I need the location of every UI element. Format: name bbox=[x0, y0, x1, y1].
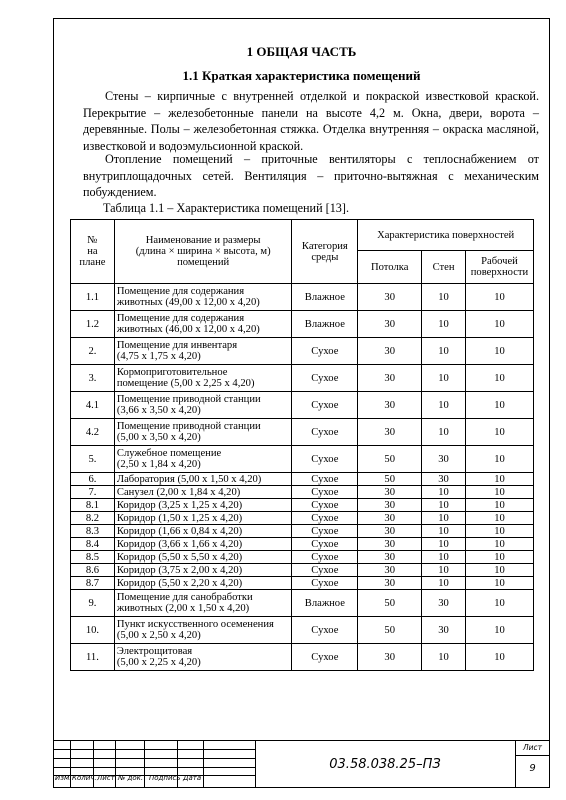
cell-num: 7. bbox=[71, 486, 115, 499]
cell-walls: 10 bbox=[422, 392, 466, 419]
cell-num: 4.2 bbox=[71, 419, 115, 446]
cell-name: Помещение для содержания животных (49,00 х 12,00 х 4,20) bbox=[114, 284, 292, 311]
cell-walls: 10 bbox=[422, 486, 466, 499]
cell-num: 2. bbox=[71, 338, 115, 365]
cell-name: Служебное помещение (2,50 х 1,84 х 4,20) bbox=[114, 446, 292, 473]
cell-name: Помещение приводной станции (3,66 х 3,50 х 4,20) bbox=[114, 392, 292, 419]
table-row bbox=[71, 365, 534, 392]
cell-walls: 30 bbox=[422, 617, 466, 644]
cell-ceiling: 30 bbox=[358, 644, 422, 671]
cell-ceiling: 50 bbox=[358, 446, 422, 473]
table-row bbox=[71, 512, 534, 525]
cell-ceiling: 50 bbox=[358, 590, 422, 617]
cell-work-surface: 10 bbox=[465, 338, 533, 365]
cell-category: Сухое bbox=[292, 446, 358, 473]
cell-num: 5. bbox=[71, 446, 115, 473]
table-row bbox=[71, 617, 534, 644]
cell-name: Кормоприготовительное помещение (5,00 х 2,25 х 4,20) bbox=[114, 365, 292, 392]
header-category: Категория среды bbox=[292, 220, 358, 284]
cell-ceiling: 30 bbox=[358, 551, 422, 564]
cell-walls: 10 bbox=[422, 564, 466, 577]
header-name: Наименование и размеры (длина × ширина × высота, м) помещений bbox=[114, 220, 292, 284]
cell-num: 1.1 bbox=[71, 284, 115, 311]
cell-num: 3. bbox=[71, 365, 115, 392]
cell-name: Коридор (1,66 х 0,84 х 4,20) bbox=[114, 525, 292, 538]
cell-ceiling: 30 bbox=[358, 486, 422, 499]
header-num: № на плане bbox=[71, 220, 115, 284]
document-number: 03.58.038.25–ПЗ bbox=[329, 756, 441, 772]
cell-category: Сухое bbox=[292, 538, 358, 551]
cell-num: 8.3 bbox=[71, 525, 115, 538]
table-row bbox=[71, 590, 534, 617]
cell-num: 8.7 bbox=[71, 577, 115, 590]
table-row bbox=[71, 644, 534, 671]
header-work-surface: Рабочей поверхности bbox=[465, 251, 533, 284]
cell-walls: 10 bbox=[422, 512, 466, 525]
table-row bbox=[71, 284, 534, 311]
section-title: 1 ОБЩАЯ ЧАСТЬ bbox=[246, 44, 357, 59]
cell-name: Коридор (3,75 х 2,00 х 4,20) bbox=[114, 564, 292, 577]
cell-ceiling: 30 bbox=[358, 512, 422, 525]
cell-walls: 10 bbox=[422, 538, 466, 551]
cell-work-surface: 10 bbox=[465, 419, 533, 446]
cell-walls: 10 bbox=[422, 644, 466, 671]
cell-num: 8.2 bbox=[71, 512, 115, 525]
cell-category: Сухое bbox=[292, 499, 358, 512]
cell-work-surface: 10 bbox=[465, 525, 533, 538]
cell-walls: 10 bbox=[422, 338, 466, 365]
paragraph-walls: Стены – кирпичные с внутренней отделкой и покраской известковой краской. Перекрытие – железобетонные панели на высоте 4,2 м. Окна, двери, ворота – деревянные. Полы – железобетонная стяжка. Отделка внутренняя – окраска масляной, известковой и водоэмульсионной краской. bbox=[83, 89, 539, 153]
table-row bbox=[71, 446, 534, 473]
table-row bbox=[71, 419, 534, 446]
cell-name: Коридор (1,50 х 1,25 х 4,20) bbox=[114, 512, 292, 525]
paragraph-heating: Отопление помещений – приточные вентиляторы с теплоснабжением от внутриплощадочных сетей. Вентиляция – приточно-вытяжная с механическим побуждением. bbox=[83, 152, 539, 200]
cell-work-surface: 10 bbox=[465, 538, 533, 551]
cell-category: Сухое bbox=[292, 525, 358, 538]
cell-name: Помещение для содержания животных (46,00 х 12,00 х 4,20) bbox=[114, 311, 292, 338]
cell-work-surface: 10 bbox=[465, 446, 533, 473]
cell-work-surface: 10 bbox=[465, 311, 533, 338]
cell-name: Коридор (3,66 х 1,66 х 4,20) bbox=[114, 538, 292, 551]
rooms-table bbox=[70, 219, 534, 671]
cell-work-surface: 10 bbox=[465, 617, 533, 644]
cell-category: Сухое bbox=[292, 577, 358, 590]
cell-work-surface: 10 bbox=[465, 473, 533, 486]
cell-walls: 10 bbox=[422, 284, 466, 311]
cell-ceiling: 30 bbox=[358, 525, 422, 538]
cell-walls: 10 bbox=[422, 365, 466, 392]
cell-work-surface: 10 bbox=[465, 564, 533, 577]
cell-num: 11. bbox=[71, 644, 115, 671]
cell-num: 9. bbox=[71, 590, 115, 617]
cell-ceiling: 30 bbox=[358, 538, 422, 551]
cell-walls: 30 bbox=[422, 473, 466, 486]
label-date: Дата bbox=[183, 774, 202, 782]
cell-num: 10. bbox=[71, 617, 115, 644]
cell-category: Сухое bbox=[292, 644, 358, 671]
cell-walls: 10 bbox=[422, 311, 466, 338]
table-row bbox=[71, 525, 534, 538]
cell-walls: 10 bbox=[422, 499, 466, 512]
cell-ceiling: 50 bbox=[358, 617, 422, 644]
cell-num: 6. bbox=[71, 473, 115, 486]
cell-walls: 10 bbox=[422, 577, 466, 590]
cell-walls: 10 bbox=[422, 525, 466, 538]
cell-work-surface: 10 bbox=[465, 577, 533, 590]
cell-walls: 30 bbox=[422, 446, 466, 473]
cell-category: Влажное bbox=[292, 284, 358, 311]
cell-category: Сухое bbox=[292, 564, 358, 577]
label-change: Изм. bbox=[55, 774, 72, 782]
cell-work-surface: 10 bbox=[465, 512, 533, 525]
subsection-title: 1.1 Краткая характеристика помещений bbox=[182, 68, 421, 83]
cell-category: Сухое bbox=[292, 419, 358, 446]
cell-num: 8.1 bbox=[71, 499, 115, 512]
cell-ceiling: 30 bbox=[358, 365, 422, 392]
cell-ceiling: 30 bbox=[358, 338, 422, 365]
cell-category: Сухое bbox=[292, 338, 358, 365]
cell-category: Сухое bbox=[292, 365, 358, 392]
cell-ceiling: 50 bbox=[358, 473, 422, 486]
cell-ceiling: 30 bbox=[358, 284, 422, 311]
sheet-box bbox=[515, 741, 549, 787]
cell-name: Коридор (3,25 х 1,25 х 4,20) bbox=[114, 499, 292, 512]
table-row bbox=[71, 338, 534, 365]
cell-ceiling: 30 bbox=[358, 577, 422, 590]
cell-walls: 30 bbox=[422, 590, 466, 617]
cell-work-surface: 10 bbox=[465, 284, 533, 311]
cell-ceiling: 30 bbox=[358, 564, 422, 577]
cell-work-surface: 10 bbox=[465, 486, 533, 499]
cell-category: Сухое bbox=[292, 512, 358, 525]
cell-work-surface: 10 bbox=[465, 499, 533, 512]
cell-name: Помещение для санобработки животных (2,00 х 1,50 х 4,20) bbox=[114, 590, 292, 617]
cell-name: Коридор (5,50 х 5,50 х 4,20) bbox=[114, 551, 292, 564]
cell-category: Влажное bbox=[292, 590, 358, 617]
cell-name: Санузел (2,00 х 1,84 х 4,20) bbox=[114, 486, 292, 499]
cell-name: Помещение для инвентаря (4,75 х 1,75 х 4,20) bbox=[114, 338, 292, 365]
sheet-label: Лист bbox=[522, 743, 542, 752]
table-row bbox=[71, 473, 534, 486]
table-row bbox=[71, 551, 534, 564]
header-ceiling: Потолка bbox=[358, 251, 422, 284]
cell-work-surface: 10 bbox=[465, 590, 533, 617]
table-row bbox=[71, 538, 534, 551]
sheet-number: 9 bbox=[529, 763, 536, 774]
cell-ceiling: 30 bbox=[358, 392, 422, 419]
cell-name: Помещение приводной станции (5,00 х 3,50 х 4,20) bbox=[114, 419, 292, 446]
table-row bbox=[71, 564, 534, 577]
cell-work-surface: 10 bbox=[465, 551, 533, 564]
cell-category: Сухое bbox=[292, 486, 358, 499]
table-caption: Таблица 1.1 – Характеристика помещений [13]. bbox=[103, 201, 349, 215]
cell-work-surface: 10 bbox=[465, 392, 533, 419]
cell-ceiling: 30 bbox=[358, 419, 422, 446]
label-quantity: Колич. bbox=[72, 774, 97, 782]
cell-category: Сухое bbox=[292, 617, 358, 644]
table-row bbox=[71, 486, 534, 499]
cell-work-surface: 10 bbox=[465, 644, 533, 671]
cell-walls: 10 bbox=[422, 551, 466, 564]
table-row bbox=[71, 499, 534, 512]
cell-name: Электрощитовая (5,00 х 2,25 х 4,20) bbox=[114, 644, 292, 671]
table-row bbox=[71, 392, 534, 419]
cell-name: Пункт искусственного осеменения (5,00 х 2,50 х 4,20) bbox=[114, 617, 292, 644]
cell-category: Сухое bbox=[292, 473, 358, 486]
table-row bbox=[71, 311, 534, 338]
revision-grid bbox=[53, 741, 255, 787]
header-surfaces: Характеристика поверхностей bbox=[358, 220, 534, 251]
cell-work-surface: 10 bbox=[465, 365, 533, 392]
cell-category: Сухое bbox=[292, 392, 358, 419]
cell-walls: 10 bbox=[422, 419, 466, 446]
cell-ceiling: 30 bbox=[358, 311, 422, 338]
cell-num: 8.5 bbox=[71, 551, 115, 564]
cell-category: Сухое bbox=[292, 551, 358, 564]
cell-num: 8.4 bbox=[71, 538, 115, 551]
label-signature: Подпись bbox=[149, 774, 181, 782]
label-doc-number: № док. bbox=[118, 774, 144, 782]
cell-ceiling: 30 bbox=[358, 499, 422, 512]
header-walls: Стен bbox=[422, 251, 466, 284]
label-sheet: Лист bbox=[97, 774, 115, 782]
cell-category: Влажное bbox=[292, 311, 358, 338]
cell-name: Лаборатория (5,00 х 1,50 х 4,20) bbox=[114, 473, 292, 486]
table-row bbox=[71, 577, 534, 590]
title-block bbox=[53, 740, 550, 788]
cell-name: Коридор (5,50 х 2,20 х 4,20) bbox=[114, 577, 292, 590]
cell-num: 1.2 bbox=[71, 311, 115, 338]
cell-num: 4.1 bbox=[71, 392, 115, 419]
cell-num: 8.6 bbox=[71, 564, 115, 577]
